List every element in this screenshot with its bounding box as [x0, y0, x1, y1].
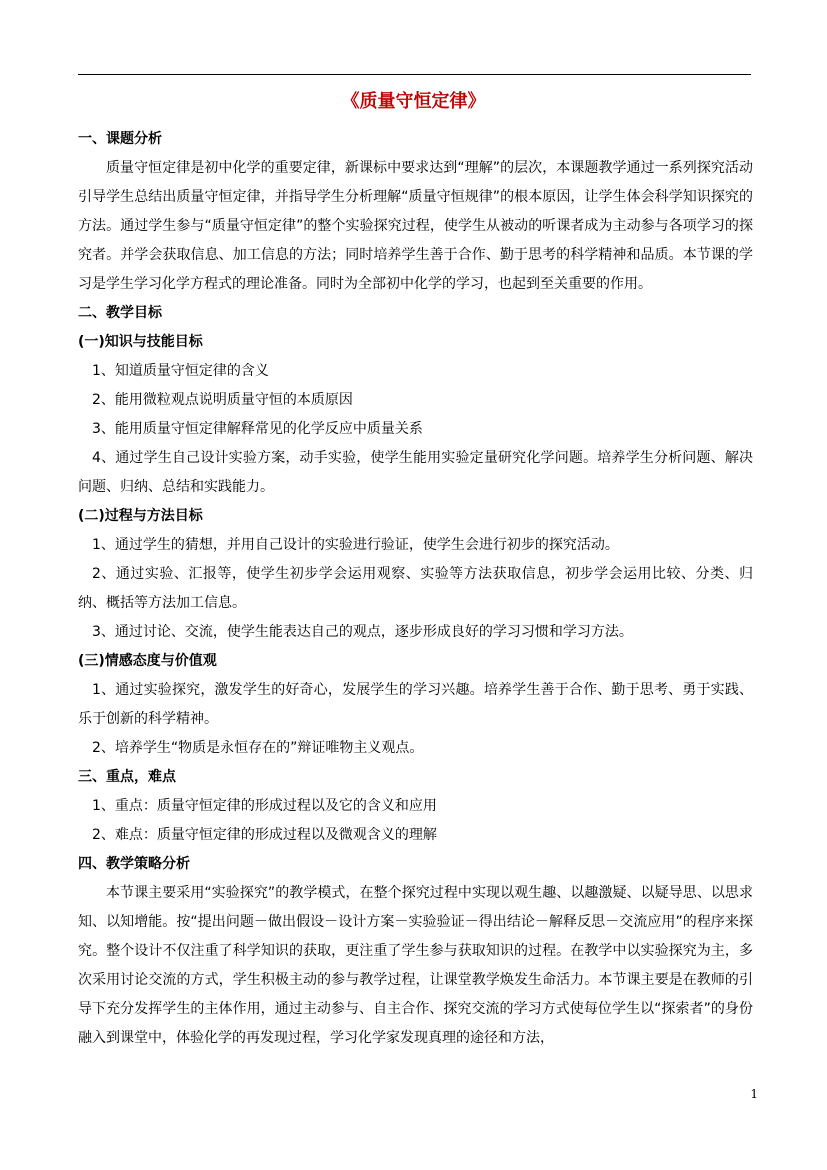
list-item: 4、通过学生自己设计实验方案，动手实验，使学生能用实验定量研究化学问题。培养学生分析问题、解决问题、归纳、总结和实践能力。	[78, 450, 753, 495]
document-body	[78, 125, 753, 1053]
list-item: 2、能用微粒观点说明质量守恒的本质原因	[92, 392, 353, 408]
document-title: 《质量守恒定律》	[341, 91, 486, 112]
section-heading-strategy: 四、教学策略分析	[78, 856, 190, 872]
subheading-knowledge-skills: (一)知识与技能目标	[78, 334, 203, 350]
list-item: 2、通过实验、汇报等，使学生初步学会运用观察、实验等方法获取信息，初步学会运用比较、分类、归纳、概括等方法加工信息。	[78, 566, 753, 611]
section-heading-key-points: 三、重点，难点	[78, 769, 176, 785]
section-heading-analysis: 一、课题分析	[78, 131, 162, 147]
list-item: 1、通过学生的猜想，并用自己设计的实验进行验证，使学生会进行初步的探究活动。	[92, 537, 619, 553]
list-item: 3、能用质量守恒定律解释常见的化学反应中质量关系	[92, 421, 423, 437]
subheading-attitudes-values: (三)情感态度与价值观	[78, 653, 217, 669]
list-item: 2、难点：质量守恒定律的形成过程以及微观含义的理解	[92, 827, 437, 843]
header-rule	[78, 74, 751, 75]
strategy-paragraph: 本节课主要采用“实验探究”的教学模式，在整个探究过程中实现以观生趣、以趣激疑、以疑导思、以思求知、以知增能。按“提出问题－做出假设－设计方案－实验验证－得出结论－解释反思－交流应用”的程序来探究。整个设计不仅注重了科学知识的获取，更注重了学生参与获取知识的过程。在教学中以实验探究为主，多次采用讨论交流的方式，学生积极主动的参与教学过程，让课堂教学焕发生命活力。本节课主要是在教师的引导下充分发挥学生的主体作用，通过主动参与、自主合作、探究交流的学习方式使每位学生以“探索者”的身份融入到课堂中，体验化学的再发现过程，学习化学家发现真理的途径和方法，	[78, 885, 753, 1046]
list-item: 3、通过讨论、交流，使学生能表达自己的观点，逐步形成良好的学习习惯和学习方法。	[92, 624, 633, 640]
subheading-process-methods: (二)过程与方法目标	[78, 508, 203, 524]
list-item: 1、知道质量守恒定律的含义	[92, 363, 269, 379]
section-heading-objectives: 二、教学目标	[78, 305, 162, 321]
list-item: 2、培养学生“物质是永恒存在的”辩证唯物主义观点。	[92, 740, 424, 756]
list-item: 1、通过实验探究，激发学生的好奇心，发展学生的学习兴趣。培养学生善于合作、勤于思考、勇于实践、乐于创新的科学精神。	[78, 682, 753, 727]
list-item: 1、重点：质量守恒定律的形成过程以及它的含义和应用	[92, 798, 437, 814]
analysis-paragraph: 质量守恒定律是初中化学的重要定律，新课标中要求达到“理解”的层次，本课题教学通过一系列探究活动引导学生总结出质量守恒定律，并指导学生分析理解“质量守恒规律”的根本原因，让学生体会科学知识探究的方法。通过学生参与“质量守恒定律”的整个实验探究过程，使学生从被动的听课者成为主动参与各项学习的探究者。并学会获取信息、加工信息的方法；同时培养学生善于合作、勤于思考的科学精神和品质。本节课的学习是学生学习化学方程式的理论准备。同时为全部初中化学的学习，也起到至关重要的作用。	[78, 160, 753, 292]
page-number: 1	[750, 1087, 758, 1101]
